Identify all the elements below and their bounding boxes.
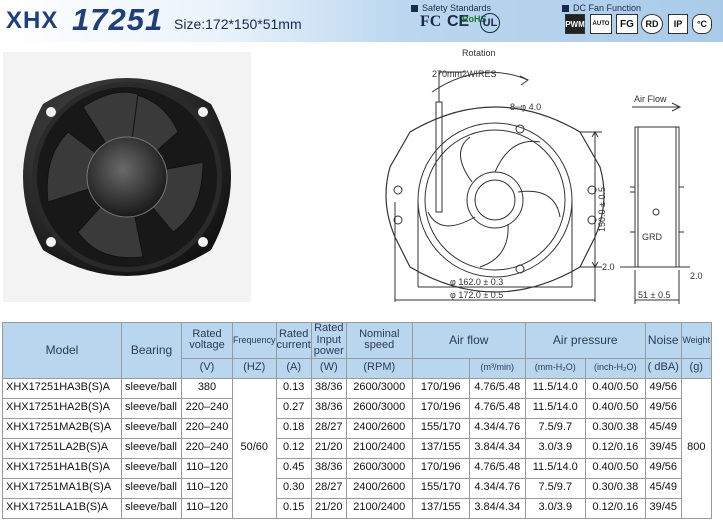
bullet-icon	[562, 5, 569, 12]
cell-power: 21/20	[311, 498, 346, 518]
header-model: Model	[3, 323, 122, 379]
model-number: 17251	[72, 2, 164, 37]
cell-current: 0.15	[276, 498, 311, 518]
cell-current: 0.12	[276, 438, 311, 458]
header-noise: Noise	[645, 323, 681, 359]
holes-label: 8−φ 4.0	[510, 102, 542, 112]
cell-current: 0.27	[276, 398, 311, 418]
cell-bearing: sleeve/ball	[122, 438, 182, 458]
cell-speed: 2600/3000	[346, 398, 412, 418]
cell-speed: 2400/2600	[346, 478, 412, 498]
depth-label: 51 ± 0.5	[638, 290, 671, 300]
cell-voltage: 110–120	[182, 478, 233, 498]
unit-power: (W)	[311, 358, 346, 378]
safety-standards-title: Safety Standards	[411, 3, 491, 13]
cell-voltage: 220–240	[182, 398, 233, 418]
dc-fan-function-title: DC Fan Function	[562, 3, 641, 13]
cell-inch: 0.40/0.50	[585, 398, 645, 418]
cell-bearing: sleeve/ball	[122, 478, 182, 498]
cell-noise: 45/49	[645, 418, 681, 438]
ce-icon: CE	[447, 13, 470, 30]
unit-airflow-blank	[412, 358, 469, 378]
cell-noise: 39/45	[645, 498, 681, 518]
fg-icon: FG	[616, 14, 638, 34]
rotation-label: Rotation	[462, 48, 496, 58]
inner-diameter-label: φ 162.0 ± 0.3	[450, 277, 504, 287]
table-row	[3, 378, 712, 398]
height-label: 150.0 ± 0.5	[597, 187, 607, 232]
cell-mm: 7.5/9.7	[525, 478, 585, 498]
cell-m3: 4.34/4.76	[469, 478, 525, 498]
fan-image-icon	[3, 52, 251, 302]
unit-pressure-mm: (mm-H₂O)	[525, 358, 585, 378]
header-airflow: Air flow	[412, 323, 525, 359]
cell-speed: 2600/3000	[346, 378, 412, 398]
unit-weight: (g)	[681, 358, 711, 378]
cell-power: 28/27	[311, 418, 346, 438]
cell-mm: 7.5/9.7	[525, 418, 585, 438]
airflow-label: Air Flow	[634, 94, 667, 104]
cell-inch: 0.30/0.38	[585, 478, 645, 498]
cell-power: 38/36	[311, 458, 346, 478]
cell-inch: 0.40/0.50	[585, 378, 645, 398]
cell-mm: 11.5/14.0	[525, 398, 585, 418]
cell-model: XHX17251MA2B(S)A	[3, 418, 122, 438]
auto-restart-icon: AUTO	[590, 14, 612, 34]
model-prefix: XHX	[6, 7, 59, 34]
cell-noise: 49/56	[645, 398, 681, 418]
cell-noise: 45/49	[645, 478, 681, 498]
table-row	[3, 498, 712, 518]
cell-cfm: 170/196	[412, 398, 469, 418]
size-label: Size:172*150*51mm	[174, 16, 302, 32]
cell-model: XHX17251LA2B(S)A	[3, 438, 122, 458]
header-power: Rated Input power	[311, 323, 346, 359]
cell-model: XHX17251LA1B(S)A	[3, 498, 122, 518]
right-offset-label: 2.0	[690, 271, 703, 281]
unit-voltage: (V)	[182, 358, 233, 378]
cell-m3: 4.34/4.76	[469, 418, 525, 438]
cell-bearing: sleeve/ball	[122, 418, 182, 438]
table-header-row	[3, 323, 712, 359]
cell-noise: 39/45	[645, 438, 681, 458]
unit-pressure-inch: (inch-H₂O)	[585, 358, 645, 378]
table-row	[3, 438, 712, 458]
header-voltage: Rated voltage	[182, 323, 233, 359]
cell-model: XHX17251MA1B(S)A	[3, 478, 122, 498]
cell-weight: 800	[681, 378, 711, 518]
wires-label: 270mm2WIRES	[432, 69, 497, 79]
left-offset-label: 2.0	[602, 262, 615, 272]
cell-frequency: 50/60	[233, 378, 277, 518]
cell-inch: 0.30/0.38	[585, 418, 645, 438]
cell-m3: 4.76/5.48	[469, 458, 525, 478]
cell-inch: 0.12/0.16	[585, 438, 645, 458]
header-banner	[0, 0, 723, 42]
header-speed: Nominal speed	[346, 323, 412, 359]
temperature-icon: °C	[692, 14, 712, 34]
cell-mm: 11.5/14.0	[525, 458, 585, 478]
cell-speed: 2100/2400	[346, 498, 412, 518]
fcc-icon: FC	[420, 13, 442, 30]
header-current: Rated current	[276, 323, 311, 359]
cell-cfm: 137/155	[412, 438, 469, 458]
cell-inch: 0.12/0.16	[585, 498, 645, 518]
bullet-icon	[411, 5, 418, 12]
dimension-drawing	[380, 42, 723, 312]
cell-model: XHX17251HA3B(S)A	[3, 378, 122, 398]
cell-power: 38/36	[311, 378, 346, 398]
cell-current: 0.30	[276, 478, 311, 498]
unit-noise: ( dBA)	[645, 358, 681, 378]
header-weight: Weight	[681, 323, 711, 359]
rohs-icon: RoHS	[462, 14, 487, 24]
cell-model: XHX17251HA1B(S)A	[3, 458, 122, 478]
cell-current: 0.13	[276, 378, 311, 398]
outer-diameter-label: φ 172.0 ± 0.5	[450, 290, 504, 300]
cell-mm: 11.5/14.0	[525, 378, 585, 398]
unit-current: (A)	[276, 358, 311, 378]
cell-voltage: 220–240	[182, 438, 233, 458]
cell-voltage: 220–240	[182, 418, 233, 438]
cell-power: 38/36	[311, 398, 346, 418]
cell-speed: 2100/2400	[346, 438, 412, 458]
cell-cfm: 137/155	[412, 498, 469, 518]
cell-power: 28/27	[311, 478, 346, 498]
cell-m3: 3.84/4.34	[469, 438, 525, 458]
cell-bearing: sleeve/ball	[122, 498, 182, 518]
cell-voltage: 380	[182, 378, 233, 398]
cell-current: 0.18	[276, 418, 311, 438]
cell-bearing: sleeve/ball	[122, 398, 182, 418]
cell-noise: 49/56	[645, 458, 681, 478]
spec-table	[2, 322, 712, 519]
cell-current: 0.45	[276, 458, 311, 478]
cell-cfm: 170/196	[412, 458, 469, 478]
table-row	[3, 398, 712, 418]
cell-bearing: sleeve/ball	[122, 458, 182, 478]
cell-bearing: sleeve/ball	[122, 378, 182, 398]
cell-cfm: 170/196	[412, 378, 469, 398]
rd-icon: RD	[641, 14, 663, 34]
cell-m3: 3.84/4.34	[469, 498, 525, 518]
table-row	[3, 478, 712, 498]
ip-rating-icon: IP	[668, 14, 688, 34]
cell-speed: 2600/3000	[346, 458, 412, 478]
header-bearing: Bearing	[122, 323, 182, 379]
cell-m3: 4.76/5.48	[469, 378, 525, 398]
unit-frequency: (HZ)	[233, 358, 277, 378]
cell-voltage: 110–120	[182, 458, 233, 478]
cell-speed: 2400/2600	[346, 418, 412, 438]
cell-mm: 3.0/3.9	[525, 498, 585, 518]
header-frequency: Frequency	[233, 323, 277, 359]
cell-model: XHX17251HA2B(S)A	[3, 398, 122, 418]
unit-speed: (RPM)	[346, 358, 412, 378]
grd-label: GRD	[642, 232, 662, 242]
pwm-icon: PWM	[565, 14, 585, 34]
cell-voltage: 110–120	[182, 498, 233, 518]
cell-cfm: 155/170	[412, 478, 469, 498]
cell-power: 21/20	[311, 438, 346, 458]
header-pressure: Air pressure	[525, 323, 645, 359]
cell-inch: 0.40/0.50	[585, 458, 645, 478]
table-row	[3, 418, 712, 438]
cell-m3: 4.76/5.48	[469, 398, 525, 418]
table-row	[3, 458, 712, 478]
ul-icon: UL	[480, 13, 500, 33]
unit-airflow-m3: (m³/min)	[469, 358, 525, 378]
cell-cfm: 155/170	[412, 418, 469, 438]
fan-photo	[3, 52, 251, 302]
cell-noise: 49/56	[645, 378, 681, 398]
cell-mm: 3.0/3.9	[525, 438, 585, 458]
